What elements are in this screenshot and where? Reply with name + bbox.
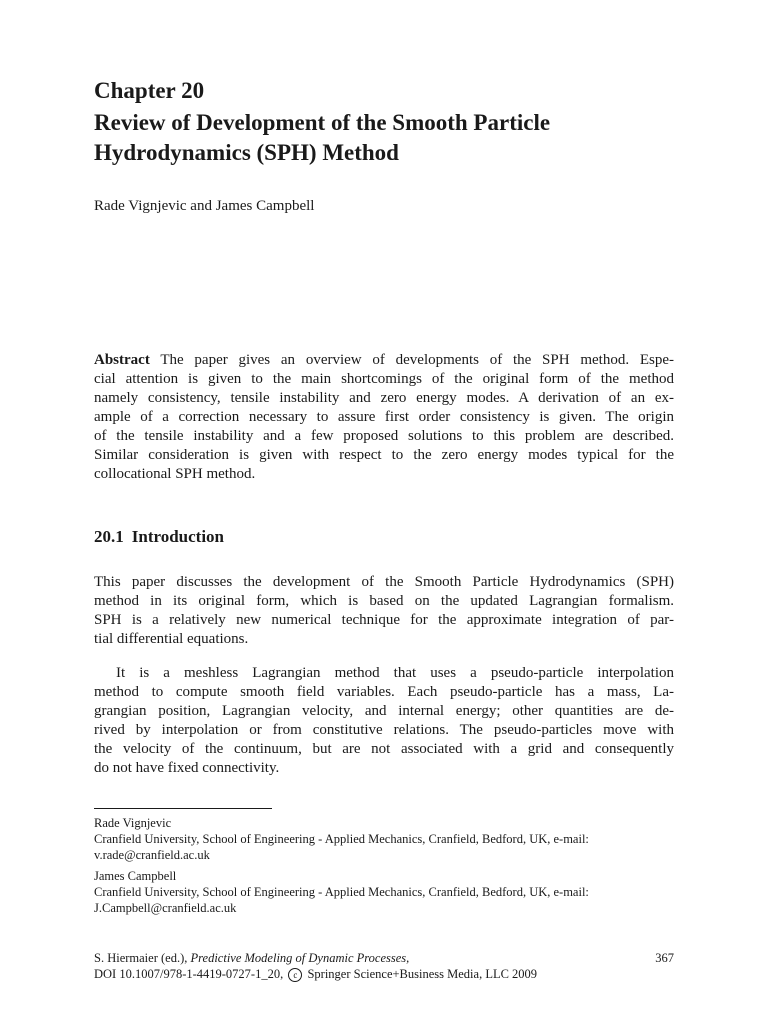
section-heading [94, 527, 224, 547]
chapter-title-line: Hydrodynamics (SPH) Method [94, 140, 399, 165]
author-list: Rade Vignjevic and James Campbell [94, 198, 315, 214]
chapter-title-line: Review of Development of the Smooth Particle [94, 110, 551, 135]
paragraph-line: method in its original form, which is based on the updated Lagrangian formalism. [94, 593, 674, 609]
footer-publisher: Springer Science+Business Media, LLC 2009 [307, 967, 538, 981]
abstract-line [94, 351, 674, 370]
abstract-line: of the tensile instability and a few proposed solutions to this problem are described. [94, 428, 674, 444]
paragraph-line: method to compute smooth field variables. Each pseudo-particle has a mass, La- [94, 684, 674, 700]
paragraph-line: do not have fixed connectivity. [94, 760, 280, 776]
footnote-author-1 [94, 815, 674, 863]
paragraph-line: This paper discusses the development of the Smooth Particle Hydrodynamics (SPH) [94, 574, 674, 590]
footer-doi-line [94, 966, 674, 982]
abstract-line: ample of a correction necessary to assure first order consistency is given. The origin [94, 409, 674, 425]
footer-doi: DOI 10.1007/978-1-4419-0727-1_20, [94, 967, 284, 981]
footer-book-title: Predictive Modeling of Dynamic Processes, [190, 951, 410, 965]
footnote-divider [94, 808, 272, 809]
footer-editor: S. Hiermaier (ed.), [94, 951, 188, 965]
paragraph-line: SPH is a relatively new numerical technique for the approximate integration of par- [94, 612, 674, 628]
intro-paragraph-1 [94, 573, 674, 649]
footnote-author-2 [94, 868, 674, 916]
abstract-line: cial attention is given to the main shortcomings of the original form of the method [94, 371, 674, 387]
paragraph-line: grangian position, Lagrangian velocity, and internal energy; other quantities are de- [94, 703, 674, 719]
paragraph-line: the velocity of the continuum, but are not associated with a grid and consequently [94, 741, 674, 757]
abstract-line: collocational SPH method. [94, 466, 256, 482]
footnote-email: J.Campbell@cranfield.ac.uk [94, 901, 237, 915]
footnote-name: James Campbell [94, 869, 177, 883]
section-number: 20.1 [94, 527, 124, 546]
abstract-line: namely consistency, tensile instability and zero energy modes. A derivation of an ex- [94, 390, 674, 406]
abstract-text: The paper gives an overview of developments of the SPH method. Espe- [160, 352, 674, 368]
copyright-icon: c [288, 968, 302, 982]
paragraph-line: rived by interpolation or from constitutive relations. The pseudo-particles move with [94, 722, 674, 738]
section-title: Introduction [131, 527, 225, 546]
abstract [94, 351, 674, 484]
chapter-label: Chapter 20 [94, 78, 205, 103]
abstract-line: Similar consideration is given with respect to the zero energy modes typical for the [94, 447, 674, 463]
footnote-email: v.rade@cranfield.ac.uk [94, 848, 210, 862]
chapter-title [94, 108, 694, 168]
page-number: 367 [655, 951, 674, 965]
paragraph-line: tial differential equations. [94, 631, 249, 647]
abstract-keyword: Abstract [94, 352, 150, 368]
intro-paragraph-2 [94, 664, 674, 778]
footnote-affiliation: Cranfield University, School of Engineering - Applied Mechanics, Cranfield, Bedford, UK, e-mail: [94, 832, 589, 846]
paragraph-line: It is a meshless Lagrangian method that uses a pseudo-particle interpolation [116, 665, 674, 681]
footer-citation [94, 950, 674, 966]
footnote-name: Rade Vignjevic [94, 816, 172, 830]
footnote-affiliation: Cranfield University, School of Engineering - Applied Mechanics, Cranfield, Bedford, UK, e-mail: [94, 885, 589, 899]
